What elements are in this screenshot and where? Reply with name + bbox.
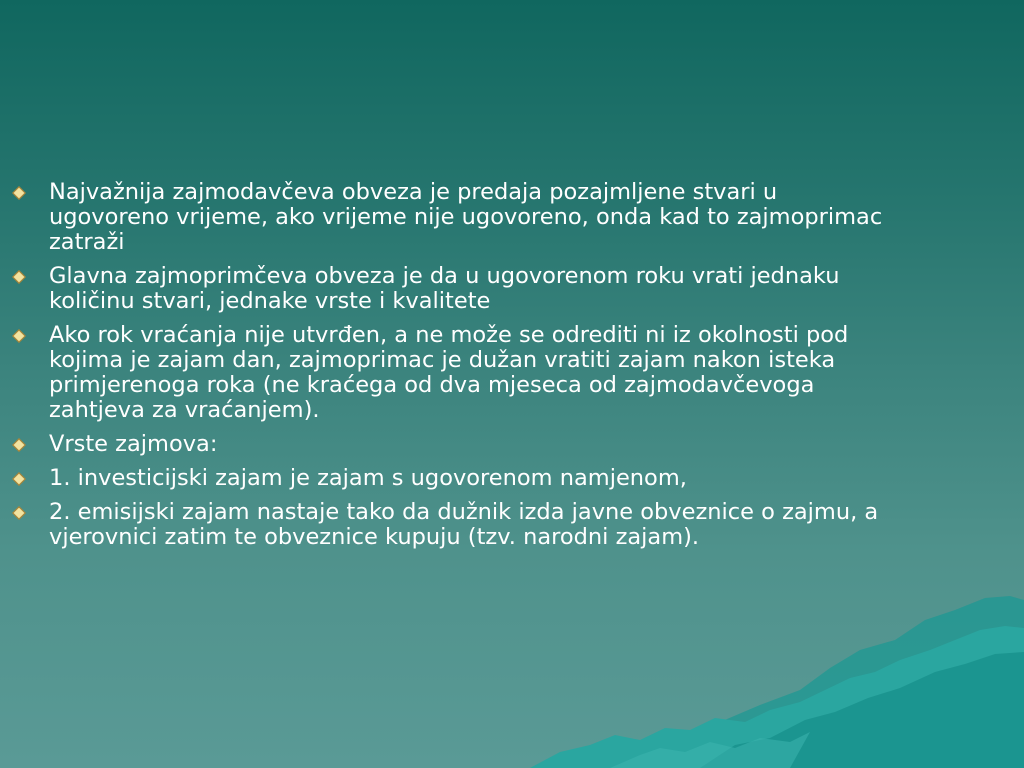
bullet-text: 1. investicijski zajam je zajam s ugovorenom namjenom,	[49, 465, 687, 491]
bullet-item-4	[12, 432, 902, 457]
diamond-bullet-icon	[12, 186, 26, 200]
bullet-item-2	[12, 264, 902, 314]
diamond-bullet-icon	[12, 329, 26, 343]
diamond-bullet-icon	[12, 472, 26, 486]
bullet-text: Ako rok vraćanja nije utvrđen, a ne može se odrediti ni iz okolnosti pod kojima je zajam dan, zajmoprimac je dužan vratiti zajam nakon isteka primjerenoga roka (ne kraćega od dva mjeseca od zajmodavčevoga zahtjeva za vraćanjem).	[49, 322, 849, 423]
bullet-item-5	[12, 466, 902, 491]
diamond-bullet-icon	[12, 438, 26, 452]
bullet-text: Najvažnija zajmodavčeva obveza je predaja pozajmljene stvari u ugovoreno vrijeme, ako vrijeme nije ugovoreno, onda kad to zajmoprimac zatraži	[49, 179, 883, 255]
bullet-item-6	[12, 500, 902, 550]
diamond-bullet-icon	[12, 270, 26, 284]
bullet-item-1	[12, 180, 902, 255]
bullet-list	[12, 180, 902, 559]
bullet-text: Vrste zajmova:	[49, 431, 218, 457]
bullet-item-3	[12, 323, 902, 423]
bullet-text: Glavna zajmoprimčeva obveza je da u ugovorenom roku vrati jednaku količinu stvari, jednake vrste i kvalitete	[49, 263, 840, 314]
diamond-bullet-icon	[12, 506, 26, 520]
bullet-text: 2. emisijski zajam nastaje tako da dužnik izda javne obveznice o zajmu, a vjerovnici zatim te obveznice kupuju (tzv. narodni zajam).	[49, 499, 879, 550]
